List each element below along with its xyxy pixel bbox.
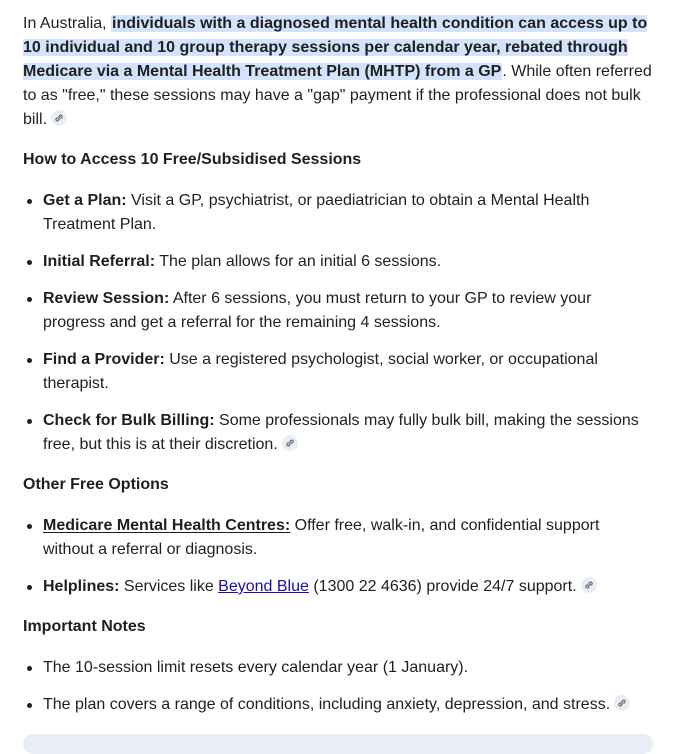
intro-prefix: In Australia, (23, 15, 112, 32)
item-text: Visit a GP, psychiatrist, or paediatrician to obtain a Mental Health Treatment Plan. (43, 192, 590, 233)
list-item (23, 348, 653, 396)
list-item (23, 287, 653, 335)
follow-up-panel[interactable] (23, 734, 653, 754)
item-label: Check for Bulk Billing: (43, 412, 215, 429)
list-item (23, 693, 653, 717)
item-label: Initial Referral: (43, 253, 156, 270)
item-text: Use a registered psychologist, social worker, or occupational therapist. (43, 351, 598, 392)
list-item (23, 189, 653, 237)
section-heading-other-options: Other Free Options (23, 476, 169, 493)
access-steps-list (23, 189, 653, 457)
item-text: (1300 22 4636) provide 24/7 support. (308, 578, 577, 595)
item-label: Get a Plan: (43, 192, 127, 209)
citation-link-icon[interactable] (282, 435, 298, 451)
list-item (23, 514, 653, 562)
item-text: After 6 sessions, you must return to your GP to review your progress and get a referral for the remaining 4 sessions. (43, 290, 592, 331)
item-label: Helplines: (43, 578, 120, 595)
item-text: The 10-session limit resets every calendar year (1 January). (43, 659, 469, 676)
list-item (23, 575, 653, 599)
beyond-blue-link[interactable]: Beyond Blue (218, 578, 309, 595)
item-label: Review Session: (43, 290, 170, 307)
item-text: The plan allows for an initial 6 sessions. (155, 253, 442, 270)
item-text: Offer free, walk-in, and confidential support without a referral or diagnosis. (43, 517, 600, 558)
citation-link-icon[interactable] (51, 110, 67, 126)
important-notes-list (23, 656, 653, 717)
item-text: The plan covers a range of conditions, including anxiety, depression, and stress. (43, 696, 611, 713)
item-text: Services like (119, 578, 219, 595)
highlighted-text[interactable]: individuals with a diagnosed mental health condition can access up to 10 individual and 10 group therapy sessions per calendar year, rebated through Medicare via a Mental Health Treatment Plan (MHTP) from a GP (23, 15, 648, 80)
item-text: Some professionals may fully bulk bill, making the sessions free, but this is at their discretion. (43, 412, 639, 453)
list-item (23, 250, 653, 274)
intro-paragraph (23, 12, 653, 132)
medicare-centres-link[interactable]: Medicare Mental Health Centres: (43, 517, 291, 534)
intro-suffix: . While often referred to as "free," these sessions may have a "gap" payment if the professional does not bulk bill. (23, 63, 652, 128)
list-item (23, 409, 653, 457)
section-heading-access: How to Access 10 Free/Subsidised Sessions (23, 151, 362, 168)
citation-link-icon[interactable] (581, 577, 597, 593)
response-body (23, 12, 653, 717)
item-label: Find a Provider: (43, 351, 165, 368)
section-heading-important-notes: Important Notes (23, 618, 146, 635)
list-item (23, 656, 653, 680)
other-options-list (23, 514, 653, 599)
citation-link-icon[interactable] (614, 695, 630, 711)
